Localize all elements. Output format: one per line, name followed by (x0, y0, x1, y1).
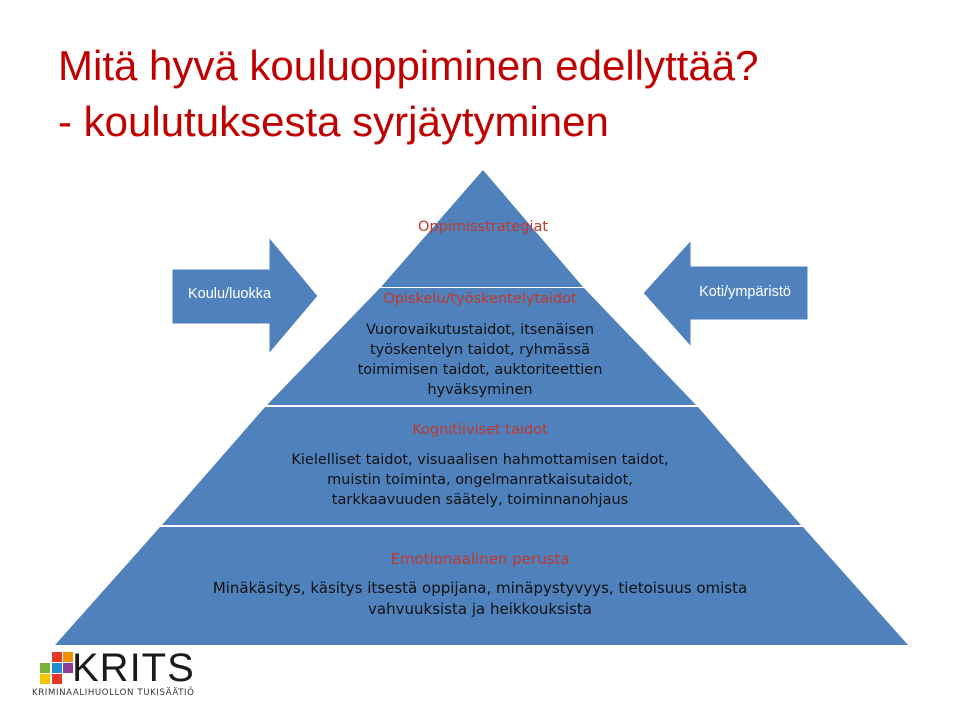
right-arrow-label: Koti/ympäristö (699, 284, 791, 300)
left-arrow-label: Koulu/luokka (187, 286, 272, 302)
level3-line: tarkkaavuuden säätely, toiminnanohjaus (331, 492, 629, 508)
level4-line: Minäkäsitys, käsitys itsestä oppijana, minäpystyvyys, tietoisuus omista (212, 579, 748, 597)
level4-heading: Emotionaalinen perusta (390, 550, 570, 568)
logo-word: KRITS (72, 646, 195, 690)
slide-title-line1: Mitä hyvä kouluoppiminen edellyttää? (58, 42, 759, 89)
level2-line: toimimisen taidot, auktoriteettien (357, 362, 603, 378)
logo-tagline: KRIMINAALIHUOLLON TUKISÄÄTIÖ (32, 688, 195, 698)
level4-text (150, 578, 810, 620)
level3-line: Kielelliset taidot, visuaalisen hahmottamisen taidot, (291, 452, 669, 468)
level2-line: hyväksyminen (427, 382, 533, 398)
level4-line: vahvuuksista ja heikkouksista (368, 600, 592, 618)
level2-heading: Opiskelu/työskentelytaidot (383, 291, 577, 307)
level3-heading: Kognitiiviset taidot (412, 422, 548, 438)
slide-title-line2: - koulutuksesta syrjäytyminen (58, 98, 609, 145)
level2-line: työskentelyn taidot, ryhmässä (369, 342, 590, 358)
level3-line: muistin toiminta, ongelmanratkaisutaidot, (327, 472, 633, 488)
krits-logo (30, 646, 195, 698)
level2-line: Vuorovaikutustaidot, itsenäisen (365, 322, 595, 338)
level2-text (300, 320, 660, 400)
level3-text (230, 450, 730, 510)
level1-heading: Oppimisstrategiat (417, 219, 549, 235)
